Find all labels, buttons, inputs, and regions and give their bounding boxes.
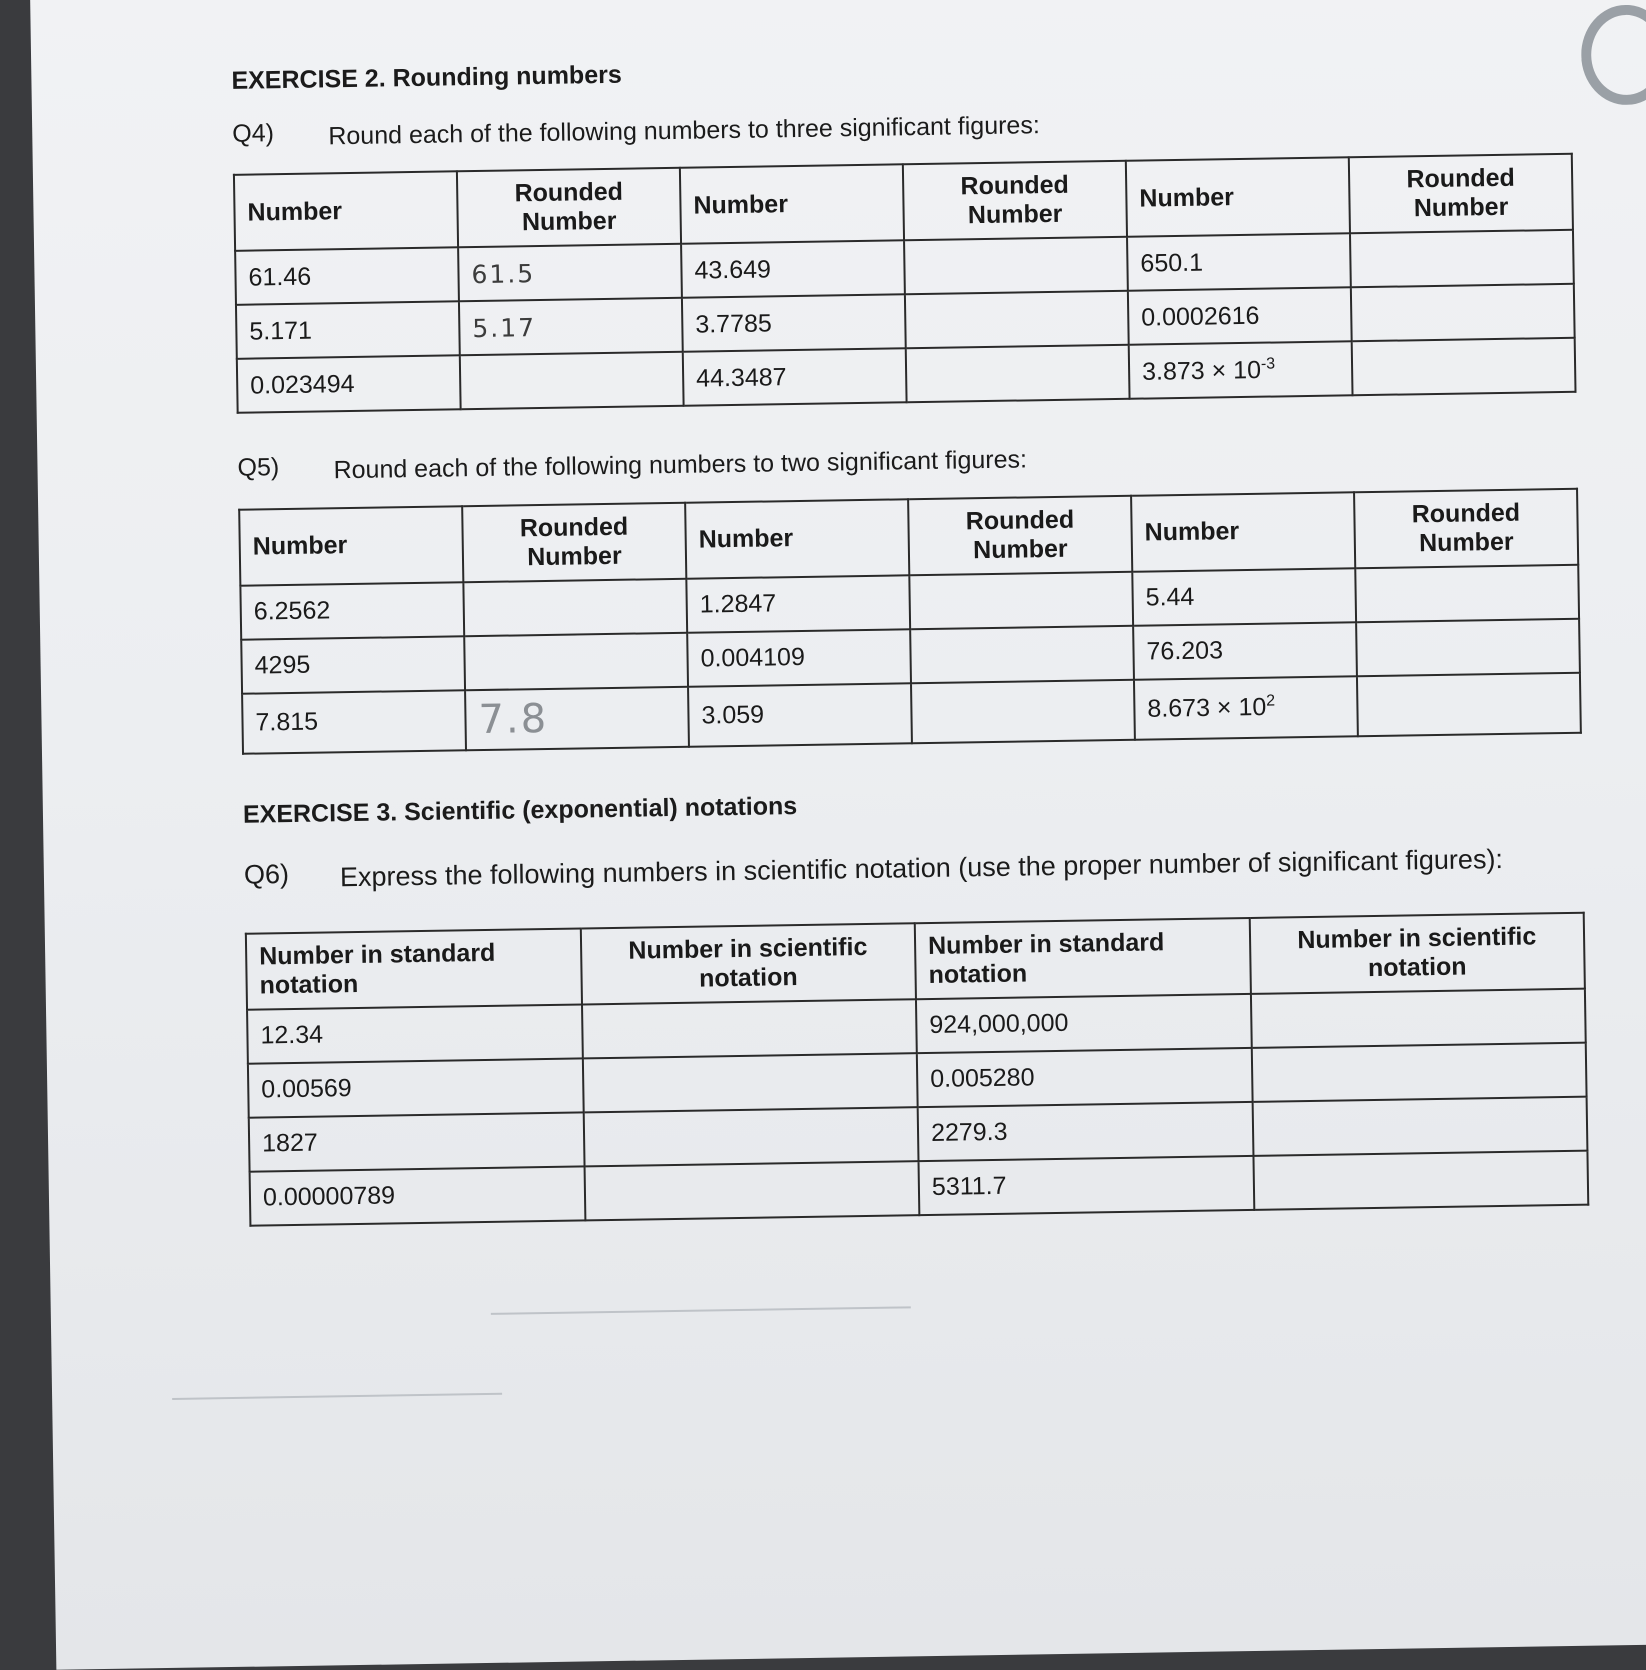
answer-cell[interactable]	[1355, 564, 1579, 621]
standard-notation-cell: 12.34	[247, 1004, 582, 1063]
q6-header: Number in scientific notation	[1249, 912, 1585, 993]
q4-prompt: Round each of the following numbers to three significant figures:	[328, 111, 1040, 151]
standard-notation-cell: 0.00000789	[250, 1166, 585, 1225]
answer-cell[interactable]	[1352, 338, 1576, 395]
answer-cell[interactable]	[464, 632, 688, 689]
q6-header: Number in scientific notation	[580, 923, 916, 1004]
answer-cell[interactable]	[905, 291, 1129, 348]
q4-number: Q4)	[232, 119, 275, 148]
exponent: -3	[1260, 355, 1276, 373]
q4-header: Rounded Number	[1349, 154, 1573, 233]
q5-header: Number	[685, 499, 909, 578]
mantissa: 3.873 × 10	[1141, 355, 1262, 386]
handwritten-answer[interactable]: 5.17	[459, 298, 683, 355]
standard-notation-cell: 2279.3	[918, 1102, 1253, 1161]
worksheet-content	[231, 46, 1589, 1227]
answer-cell[interactable]	[904, 237, 1128, 294]
q4-header: Rounded Number	[457, 168, 681, 247]
answer-cell[interactable]	[1356, 618, 1580, 675]
number-cell: 4295	[241, 636, 465, 693]
handwritten-answer[interactable]: 61.5	[458, 244, 682, 301]
standard-notation-cell: 5311.7	[919, 1156, 1254, 1215]
question-q6	[244, 838, 1584, 898]
answer-cell[interactable]	[1357, 672, 1581, 735]
answer-cell[interactable]	[1252, 1096, 1587, 1155]
handwritten-answer[interactable]: 7.8	[465, 686, 689, 749]
q4-header: Number	[1126, 158, 1350, 237]
answer-cell[interactable]	[1351, 284, 1575, 341]
number-cell: 0.023494	[237, 356, 461, 413]
q4-header: Number	[234, 172, 458, 251]
q4-table	[233, 153, 1577, 414]
q4-header: Rounded Number	[903, 161, 1127, 240]
answer-cell[interactable]	[582, 1053, 917, 1112]
answer-cell[interactable]	[906, 345, 1130, 402]
answer-cell[interactable]	[1253, 1150, 1588, 1209]
number-cell: 3.059	[688, 683, 912, 746]
exercise-2-title: EXERCISE 2. Rounding numbers	[231, 60, 622, 95]
number-cell: 5.44	[1132, 568, 1356, 625]
answer-cell[interactable]	[463, 578, 687, 635]
question-q4	[232, 99, 1572, 156]
answer-cell[interactable]	[910, 625, 1134, 682]
answer-cell[interactable]	[911, 679, 1135, 742]
mantissa: 8.673 × 10	[1147, 692, 1267, 723]
answer-cell[interactable]	[1251, 1042, 1586, 1101]
exercise-3-title: EXERCISE 3. Scientific (exponential) notations	[242, 791, 798, 829]
answer-cell[interactable]	[1250, 988, 1585, 1047]
number-cell: 76.203	[1133, 622, 1357, 679]
answer-cell[interactable]	[583, 1107, 918, 1166]
number-cell	[1134, 676, 1358, 739]
q6-number: Q6)	[243, 858, 290, 890]
worksheet-page	[30, 0, 1646, 1670]
number-cell: 7.815	[242, 690, 466, 753]
q5-header: Number	[239, 506, 463, 585]
number-cell: 5.171	[236, 302, 460, 359]
q5-number: Q5)	[237, 453, 280, 483]
q6-prompt: Express the following numbers in scientific notation (use the proper number of significant figures):	[339, 843, 1504, 892]
number-cell: 43.649	[681, 241, 905, 298]
number-cell: 44.3487	[683, 349, 907, 406]
number-cell: 650.1	[1127, 234, 1351, 291]
answer-cell[interactable]	[581, 999, 916, 1058]
standard-notation-cell: 0.00569	[248, 1058, 583, 1117]
binder-ring	[1580, 4, 1646, 105]
question-q5	[237, 433, 1577, 490]
number-cell: 3.7785	[682, 295, 906, 352]
q6-header: Number in standard notation	[246, 928, 582, 1009]
q6-table	[245, 911, 1589, 1226]
answer-cell[interactable]	[1350, 230, 1574, 287]
q5-table	[238, 487, 1582, 754]
q6-header: Number in standard notation	[915, 918, 1251, 999]
answer-line	[172, 1393, 502, 1400]
q5-prompt: Round each of the following numbers to two significant figures:	[333, 445, 1028, 485]
standard-notation-cell: 924,000,000	[916, 994, 1251, 1053]
number-cell: 0.0002616	[1128, 288, 1352, 345]
number-cell: 0.004109	[687, 629, 911, 686]
answer-line	[491, 1306, 911, 1315]
q4-header: Number	[680, 165, 904, 244]
answer-cell[interactable]	[584, 1161, 919, 1220]
number-cell: 61.46	[235, 248, 459, 305]
q5-header: Number	[1131, 492, 1355, 571]
exponent: 2	[1266, 692, 1276, 710]
number-cell: 6.2562	[240, 582, 464, 639]
q5-header: Rounded Number	[462, 502, 686, 581]
answer-cell[interactable]	[909, 571, 1133, 628]
answer-cell[interactable]	[460, 352, 684, 409]
q5-header: Rounded Number	[908, 495, 1132, 574]
number-cell: 1.2847	[686, 575, 910, 632]
q5-header: Rounded Number	[1354, 488, 1578, 567]
standard-notation-cell: 1827	[249, 1112, 584, 1171]
number-cell	[1129, 342, 1353, 399]
standard-notation-cell: 0.005280	[917, 1048, 1252, 1107]
